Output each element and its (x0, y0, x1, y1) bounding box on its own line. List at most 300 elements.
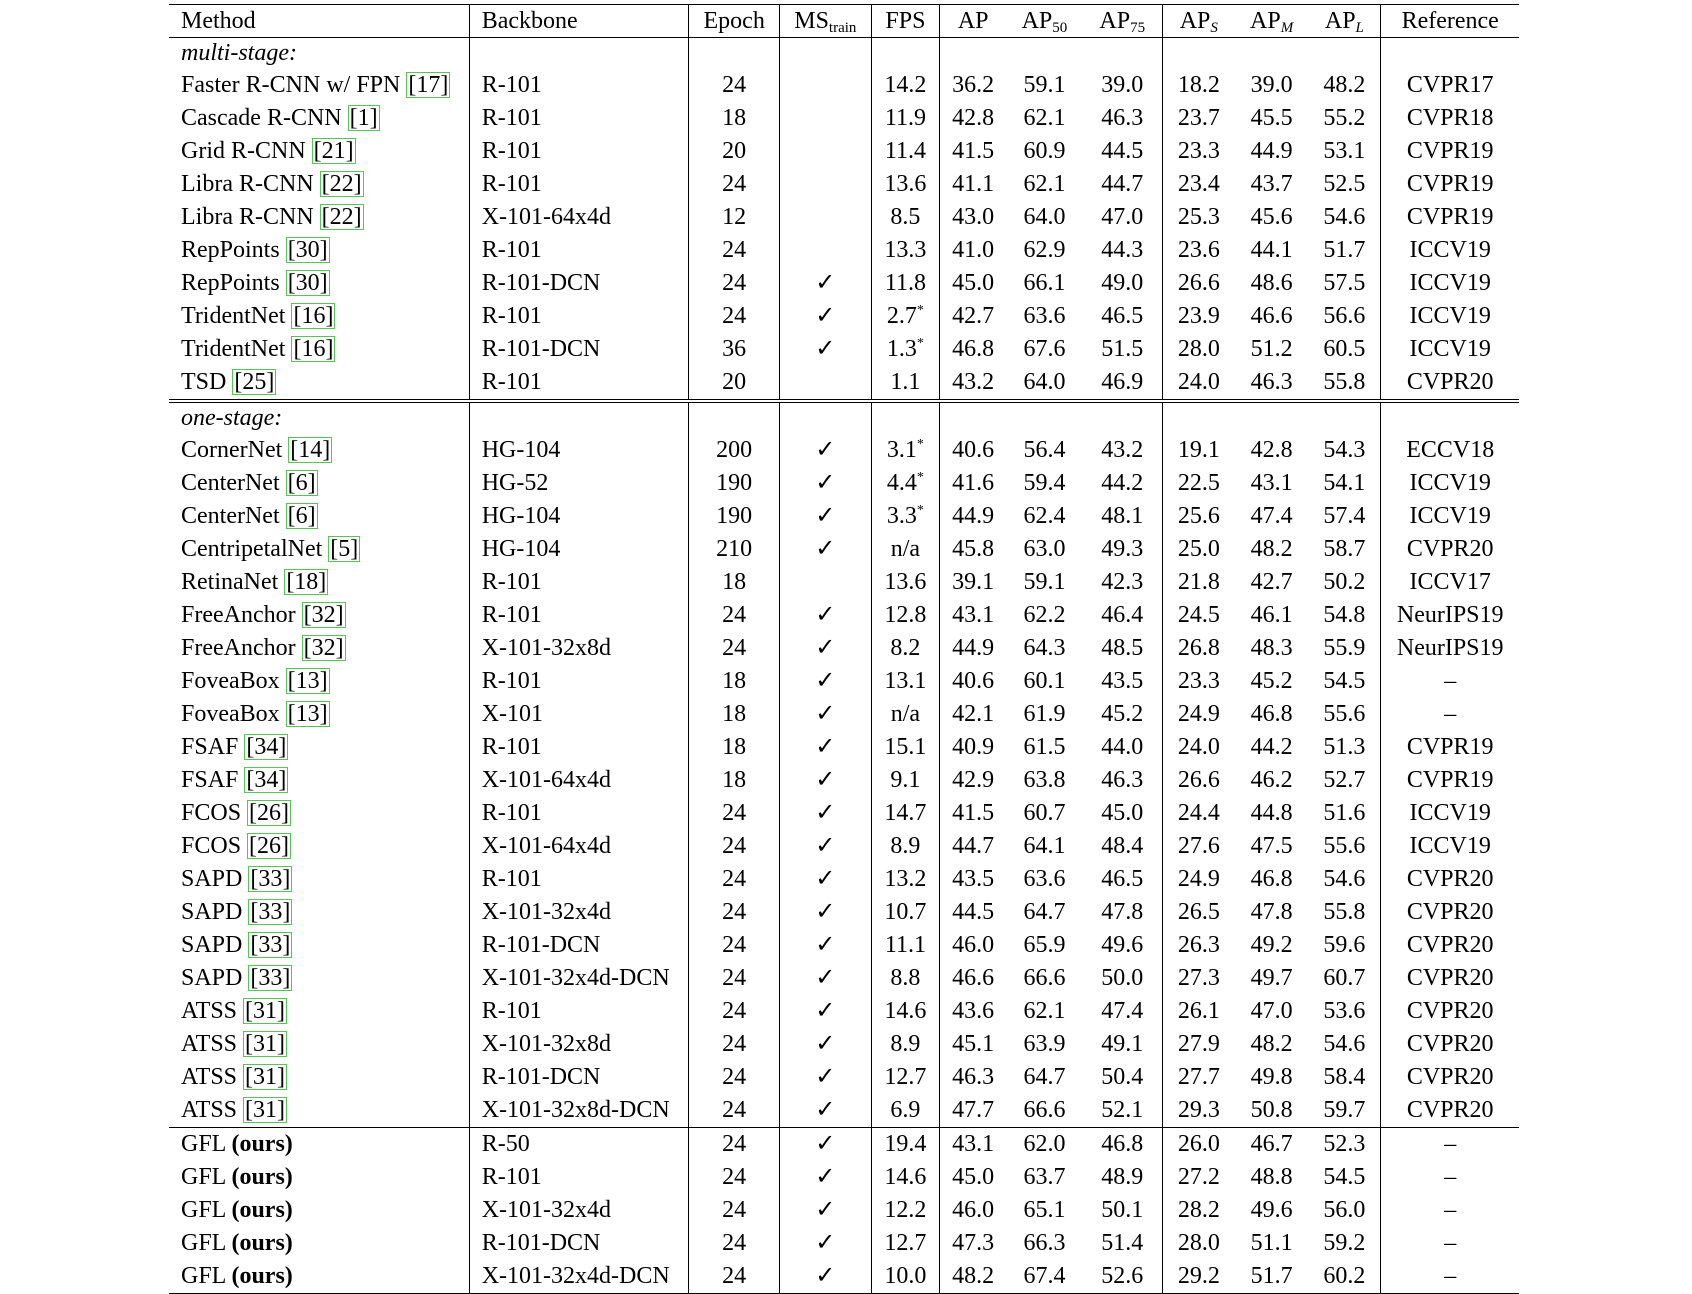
cell-ms-train: ✓ (780, 896, 872, 929)
cell-ap50: 59.1 (1023, 569, 1066, 595)
table-row (169, 1260, 1519, 1294)
cell-backbone: R-101 (469, 168, 689, 201)
cell-reference: CVPR20 (1381, 896, 1519, 929)
citation-link[interactable]: [14] (290, 437, 331, 463)
cell-ap50: 65.9 (1023, 932, 1066, 958)
empty-cell (1308, 401, 1381, 434)
cell-epoch: 36 (689, 333, 780, 366)
cell-ap50: 63.0 (1023, 536, 1066, 562)
fps-asterisk: * (916, 470, 924, 485)
cell-ms-train: ✓ (780, 1094, 872, 1128)
cell-aps: 27.9 (1162, 1028, 1235, 1061)
empty-cell (1308, 38, 1381, 70)
cell-backbone: X-101-32x8d (469, 1028, 689, 1061)
table-row (169, 995, 1519, 1028)
cell-ms-train (780, 135, 872, 168)
cell-ap: 43.2 (940, 366, 1006, 401)
empty-cell (1235, 401, 1309, 434)
cell-apm: 48.8 (1250, 1164, 1293, 1190)
empty-cell (469, 401, 689, 434)
cell-apl: 55.6 (1323, 701, 1366, 727)
cell-epoch: 24 (689, 929, 780, 962)
empty-cell (1381, 38, 1519, 70)
cell-ap: 40.9 (940, 731, 1006, 764)
cell-backbone: R-101 (469, 731, 689, 764)
ours-label: (ours) (231, 1197, 293, 1223)
cell-ap75: 48.4 (1101, 833, 1144, 859)
table-row (169, 1094, 1519, 1128)
cell-reference: – (1381, 1260, 1519, 1294)
citation-link[interactable]: [33] (250, 899, 291, 925)
cell-ms-train: ✓ (780, 665, 872, 698)
cell-fps: 10.0 (871, 1260, 940, 1294)
cell-method: TridentNet [16] (181, 303, 334, 329)
cell-reference: – (1381, 1227, 1519, 1260)
cell-apm: 39.0 (1250, 72, 1293, 98)
header-ap50: $AP_{50}$ (1006, 5, 1083, 38)
cell-reference: ICCV19 (1381, 300, 1519, 333)
cell-aps: 26.8 (1162, 632, 1235, 665)
cell-ms-train: ✓ (780, 764, 872, 797)
cell-fps: 14.7 (871, 797, 940, 830)
cell-ap50: 66.6 (1023, 965, 1066, 991)
header-ap: AP (940, 5, 1006, 38)
cell-apl: 54.8 (1323, 602, 1366, 628)
cell-aps: 25.0 (1162, 533, 1235, 566)
cell-apl: 52.5 (1323, 171, 1366, 197)
cell-apl: 54.6 (1323, 1031, 1366, 1057)
cell-apm: 51.7 (1235, 1260, 1309, 1294)
cell-method: ATSS [31] (181, 1064, 286, 1090)
cell-ap: 40.6 (940, 665, 1006, 698)
cell-apm: 46.3 (1250, 369, 1293, 395)
cell-backbone: X-101-32x4d (469, 896, 689, 929)
cell-apm: 49.2 (1250, 932, 1293, 958)
cell-backbone: X-101-64x4d (469, 764, 689, 797)
header-aps: $AP_S$ (1162, 5, 1235, 38)
cell-ap: 41.6 (940, 467, 1006, 500)
cell-aps: 24.9 (1162, 698, 1235, 731)
cell-aps: 26.1 (1162, 995, 1235, 1028)
citation-link[interactable]: [1] (349, 105, 378, 131)
citation-link[interactable]: [22] (321, 204, 362, 230)
citation-link[interactable]: [22] (321, 171, 362, 197)
empty-cell (780, 38, 872, 70)
cell-reference: CVPR20 (1381, 962, 1519, 995)
cell-apm: 43.1 (1250, 470, 1293, 496)
cell-reference: – (1381, 1161, 1519, 1194)
cell-ap75: 44.3 (1101, 237, 1144, 263)
cell-ap50: 62.0 (1006, 1128, 1083, 1162)
cell-fps: n/a (871, 698, 940, 731)
cell-ap50: 61.9 (1023, 701, 1066, 727)
cell-fps: 3.3* (871, 500, 940, 533)
cell-aps: 23.4 (1162, 168, 1235, 201)
cell-aps: 23.7 (1162, 102, 1235, 135)
table-row (169, 929, 1519, 962)
cell-reference: – (1381, 665, 1519, 698)
cell-ap: 42.8 (940, 102, 1006, 135)
cell-ap: 43.1 (940, 599, 1006, 632)
cell-ms-train: ✓ (780, 533, 872, 566)
cell-ap75: 50.0 (1101, 965, 1144, 991)
cell-method: FreeAnchor [32] (181, 602, 344, 628)
citation-link[interactable]: [18] (286, 569, 327, 595)
cell-backbone: R-101-DCN (469, 929, 689, 962)
cell-ap50: 62.9 (1023, 237, 1066, 263)
cell-ap: 42.7 (940, 300, 1006, 333)
cell-aps: 23.9 (1162, 300, 1235, 333)
ours-label: (ours) (231, 1164, 293, 1190)
cell-ap50: 66.3 (1023, 1230, 1066, 1256)
cell-method: FoveaBox [13] (181, 701, 328, 727)
cell-aps: 24.0 (1162, 731, 1235, 764)
cell-ap50: 59.1 (1023, 72, 1066, 98)
cell-ms-train: ✓ (780, 1061, 872, 1094)
cell-epoch: 190 (689, 467, 780, 500)
table-row (169, 599, 1519, 632)
cell-aps: 29.2 (1162, 1260, 1235, 1294)
citation-link[interactable]: [13] (287, 668, 328, 694)
cell-backbone: R-101 (469, 566, 689, 599)
cell-reference: CVPR19 (1381, 135, 1519, 168)
ours-label: (ours) (231, 1230, 293, 1256)
cell-method: Faster R-CNN w/ FPN [17] (181, 72, 449, 98)
cell-ap: 43.1 (940, 1128, 1006, 1162)
cell-reference: – (1381, 1128, 1519, 1162)
cell-method: TridentNet [16] (181, 336, 334, 362)
citation-link[interactable]: [25] (234, 369, 275, 395)
cell-fps: 12.7 (871, 1061, 940, 1094)
cell-epoch: 24 (689, 1128, 780, 1162)
cell-ap50: 60.1 (1023, 668, 1066, 694)
cell-ap: 46.6 (940, 962, 1006, 995)
cell-fps: 8.9 (871, 1028, 940, 1061)
cell-ap: 42.9 (940, 764, 1006, 797)
table-row (169, 698, 1519, 731)
cell-ap75: 47.0 (1101, 204, 1144, 230)
cell-fps: 13.1 (871, 665, 940, 698)
cell-epoch: 24 (689, 1028, 780, 1061)
cell-apm: 48.6 (1250, 270, 1293, 296)
cell-apl: 55.6 (1323, 833, 1366, 859)
cell-fps: 8.2 (871, 632, 940, 665)
cell-ap75: 49.1 (1101, 1031, 1144, 1057)
cell-apl: 52.7 (1323, 767, 1366, 793)
cell-ms-train: ✓ (780, 995, 872, 1028)
cell-ap: 45.1 (940, 1028, 1006, 1061)
cell-epoch: 210 (689, 533, 780, 566)
cell-ap75: 39.0 (1101, 72, 1144, 98)
cell-apl: 58.7 (1323, 536, 1366, 562)
cell-ms-train: ✓ (780, 1194, 872, 1227)
cell-ap50: 67.6 (1023, 336, 1066, 362)
cell-method: CornerNet [14] (181, 437, 331, 463)
table-row (169, 797, 1519, 830)
cell-epoch: 24 (689, 69, 780, 102)
cell-apl: 56.6 (1323, 303, 1366, 329)
citation-link[interactable]: [33] (250, 866, 291, 892)
cell-epoch: 24 (689, 962, 780, 995)
cell-reference: – (1381, 698, 1519, 731)
cell-method: FSAF [34] (181, 734, 287, 760)
cell-backbone: X-101-64x4d (469, 830, 689, 863)
citation-link[interactable]: [31] (245, 1097, 286, 1123)
cell-epoch: 20 (689, 366, 780, 401)
ours-label: (ours) (231, 1131, 293, 1157)
cell-apm: 49.6 (1250, 1197, 1293, 1223)
cell-method: Cascade R-CNN [1] (181, 105, 378, 131)
citation-link[interactable]: [16] (293, 303, 334, 329)
cell-apl: 54.5 (1323, 668, 1366, 694)
cell-apm: 48.2 (1250, 1031, 1293, 1057)
cell-backbone: R-101 (469, 665, 689, 698)
cell-aps: 28.0 (1162, 333, 1235, 366)
cell-epoch: 24 (689, 1094, 780, 1128)
cell-epoch: 24 (689, 599, 780, 632)
cell-apl: 54.3 (1323, 437, 1366, 463)
citation-link[interactable]: [33] (250, 932, 291, 958)
cell-ap: 47.7 (940, 1094, 1006, 1128)
cell-aps: 26.3 (1162, 929, 1235, 962)
cell-apm: 47.4 (1250, 503, 1293, 529)
cell-epoch: 24 (689, 1161, 780, 1194)
cell-apl: 54.6 (1323, 866, 1366, 892)
cell-fps: 11.8 (871, 267, 940, 300)
cell-method: GFL (ours) (169, 1128, 469, 1162)
cell-apm: 46.8 (1250, 866, 1293, 892)
section-title: multi-stage: (181, 40, 297, 66)
table-row (169, 69, 1519, 102)
cell-ms-train (780, 69, 872, 102)
cell-method: SAPD [33] (181, 932, 291, 958)
citation-link[interactable]: [26] (249, 800, 290, 826)
empty-cell (940, 38, 1006, 70)
table-row (169, 201, 1519, 234)
table-row (169, 500, 1519, 533)
cell-backbone: R-101 (469, 863, 689, 896)
table-row (169, 102, 1519, 135)
cell-ms-train (780, 102, 872, 135)
cell-ap75: 52.6 (1083, 1260, 1163, 1294)
cell-apm: 47.0 (1250, 998, 1293, 1024)
citation-link[interactable]: [6] (287, 470, 316, 496)
cell-ms-train: ✓ (780, 333, 872, 366)
cell-ap: 47.3 (940, 1227, 1006, 1260)
table-row (169, 1028, 1519, 1061)
cell-ap50: 62.1 (1023, 105, 1066, 131)
cell-aps: 25.3 (1162, 201, 1235, 234)
cell-method: CenterNet [6] (181, 470, 316, 496)
cell-method: TSD [25] (181, 369, 275, 395)
citation-link[interactable]: [5] (330, 536, 359, 562)
fps-asterisk: * (916, 503, 924, 518)
table-row (169, 366, 1519, 401)
cell-epoch: 18 (689, 764, 780, 797)
cell-ap50: 60.7 (1023, 800, 1066, 826)
cell-epoch: 24 (689, 896, 780, 929)
citation-link[interactable]: [13] (287, 701, 328, 727)
cell-reference: CVPR20 (1381, 1028, 1519, 1061)
cell-ms-train (780, 366, 872, 401)
cell-aps: 26.6 (1162, 764, 1235, 797)
citation-link[interactable]: [34] (246, 767, 287, 793)
cell-aps: 21.8 (1162, 566, 1235, 599)
cell-method: GFL (ours) (181, 1197, 293, 1223)
cell-ap: 44.5 (940, 896, 1006, 929)
cell-method: GFL (ours) (181, 1230, 293, 1256)
cell-epoch: 24 (689, 1194, 780, 1227)
cell-ap: 44.9 (940, 500, 1006, 533)
cell-fps: 12.2 (871, 1194, 940, 1227)
cell-ms-train: ✓ (780, 1128, 872, 1162)
header-backbone: Backbone (469, 5, 689, 38)
citation-link[interactable]: [34] (246, 734, 287, 760)
cell-apm: 42.7 (1250, 569, 1293, 595)
cell-ap50: 63.7 (1023, 1164, 1066, 1190)
results-table (169, 4, 1519, 1294)
cell-apm: 42.8 (1250, 437, 1293, 463)
cell-ap50: 56.4 (1023, 437, 1066, 463)
cell-ap75: 47.4 (1101, 998, 1144, 1024)
cell-method: FCOS [26] (181, 800, 290, 826)
table-row (169, 1194, 1519, 1227)
cell-apl: 59.6 (1323, 932, 1366, 958)
header-ap75: $AP_{75}$ (1083, 5, 1163, 38)
cell-apm: 46.6 (1250, 303, 1293, 329)
cell-aps: 29.3 (1162, 1094, 1235, 1128)
citation-link[interactable]: [6] (287, 503, 316, 529)
cell-epoch: 24 (689, 267, 780, 300)
empty-cell (469, 38, 689, 70)
cell-apl: 55.9 (1323, 635, 1366, 661)
cell-epoch: 18 (689, 566, 780, 599)
cell-method: Libra R-CNN [22] (181, 204, 362, 230)
cell-fps: 19.4 (871, 1128, 940, 1162)
citation-link[interactable]: [33] (250, 965, 291, 991)
cell-method: SAPD [33] (181, 899, 291, 925)
cell-method: RepPoints [30] (181, 270, 328, 296)
cell-method: RepPoints [30] (181, 237, 328, 263)
cell-ms-train (780, 234, 872, 267)
citation-link[interactable]: [32] (303, 635, 344, 661)
cell-apl: 48.2 (1323, 72, 1366, 98)
table-row (169, 467, 1519, 500)
cell-epoch: 18 (689, 665, 780, 698)
cell-method: FSAF [34] (181, 767, 287, 793)
cell-ap50: 64.7 (1023, 899, 1066, 925)
cell-ms-train (780, 566, 872, 599)
cell-aps: 24.9 (1162, 863, 1235, 896)
citation-link[interactable]: [16] (293, 336, 334, 362)
cell-ap50: 64.1 (1023, 833, 1066, 859)
cell-ap: 45.0 (940, 1161, 1006, 1194)
cell-ap75: 48.9 (1101, 1164, 1144, 1190)
cell-ap75: 43.2 (1101, 437, 1144, 463)
citation-link[interactable]: [31] (245, 1031, 286, 1057)
cell-ap: 41.1 (940, 168, 1006, 201)
table-row (169, 434, 1519, 467)
cell-apm: 45.6 (1250, 204, 1293, 230)
cell-backbone: R-101 (469, 1161, 689, 1194)
cell-method: SAPD [33] (181, 866, 291, 892)
cell-apm: 47.5 (1250, 833, 1293, 859)
cell-ap: 48.2 (940, 1260, 1006, 1294)
cell-ms-train: ✓ (780, 632, 872, 665)
header-reference: Reference (1381, 5, 1519, 38)
citation-link[interactable]: [21] (313, 138, 354, 164)
table-row (169, 1128, 1519, 1162)
cell-reference: CVPR20 (1381, 929, 1519, 962)
cell-apl: 54.1 (1323, 470, 1366, 496)
cell-ap50: 61.5 (1023, 734, 1066, 760)
citation-link[interactable]: [30] (287, 237, 328, 263)
cell-reference: CVPR18 (1381, 102, 1519, 135)
cell-ap75: 47.8 (1101, 899, 1144, 925)
cell-reference: ICCV19 (1381, 267, 1519, 300)
table-row (169, 896, 1519, 929)
citation-link[interactable]: [17] (408, 72, 449, 98)
cell-method: SAPD [33] (181, 965, 291, 991)
cell-ms-train: ✓ (780, 500, 872, 533)
citation-link[interactable]: [31] (245, 998, 286, 1024)
cell-apl: 57.4 (1323, 503, 1366, 529)
cell-reference: ECCV18 (1381, 434, 1519, 467)
cell-fps: 8.5 (871, 201, 940, 234)
cell-aps: 23.3 (1162, 135, 1235, 168)
cell-ms-train (780, 168, 872, 201)
cell-aps: 26.6 (1162, 267, 1235, 300)
cell-backbone: R-101 (469, 234, 689, 267)
table-row (169, 962, 1519, 995)
table-row (169, 632, 1519, 665)
cell-fps: 4.4* (871, 467, 940, 500)
citation-link[interactable]: [31] (245, 1064, 286, 1090)
cell-method: RetinaNet [18] (181, 569, 327, 595)
citation-link[interactable]: [30] (287, 270, 328, 296)
cell-backbone: R-101 (469, 135, 689, 168)
cell-ms-train (780, 201, 872, 234)
cell-ap50: 59.4 (1023, 470, 1066, 496)
cell-backbone: R-101 (469, 599, 689, 632)
cell-backbone: X-101-64x4d (469, 201, 689, 234)
cell-epoch: 24 (689, 1227, 780, 1260)
cell-fps: 2.7* (871, 300, 940, 333)
citation-link[interactable]: [26] (249, 833, 290, 859)
cell-reference: CVPR19 (1381, 201, 1519, 234)
cell-apl: 54.5 (1323, 1164, 1366, 1190)
cell-ms-train: ✓ (780, 1227, 872, 1260)
cell-epoch: 24 (689, 300, 780, 333)
cell-ms-train: ✓ (780, 1161, 872, 1194)
empty-cell (1381, 401, 1519, 434)
cell-method: CentripetalNet [5] (181, 536, 359, 562)
cell-backbone: R-101-DCN (469, 333, 689, 366)
cell-fps: 11.1 (871, 929, 940, 962)
cell-fps: 14.6 (871, 1161, 940, 1194)
cell-ap: 43.5 (940, 863, 1006, 896)
cell-ap: 42.1 (940, 698, 1006, 731)
section-header-row (169, 401, 1519, 434)
cell-aps: 28.0 (1162, 1227, 1235, 1260)
cell-aps: 26.5 (1162, 896, 1235, 929)
cell-ap50: 60.9 (1023, 138, 1066, 164)
table-header (169, 5, 1519, 38)
cell-ap: 45.0 (940, 267, 1006, 300)
cell-apl: 58.4 (1323, 1064, 1366, 1090)
citation-link[interactable]: [32] (303, 602, 344, 628)
cell-apm: 46.2 (1250, 767, 1293, 793)
